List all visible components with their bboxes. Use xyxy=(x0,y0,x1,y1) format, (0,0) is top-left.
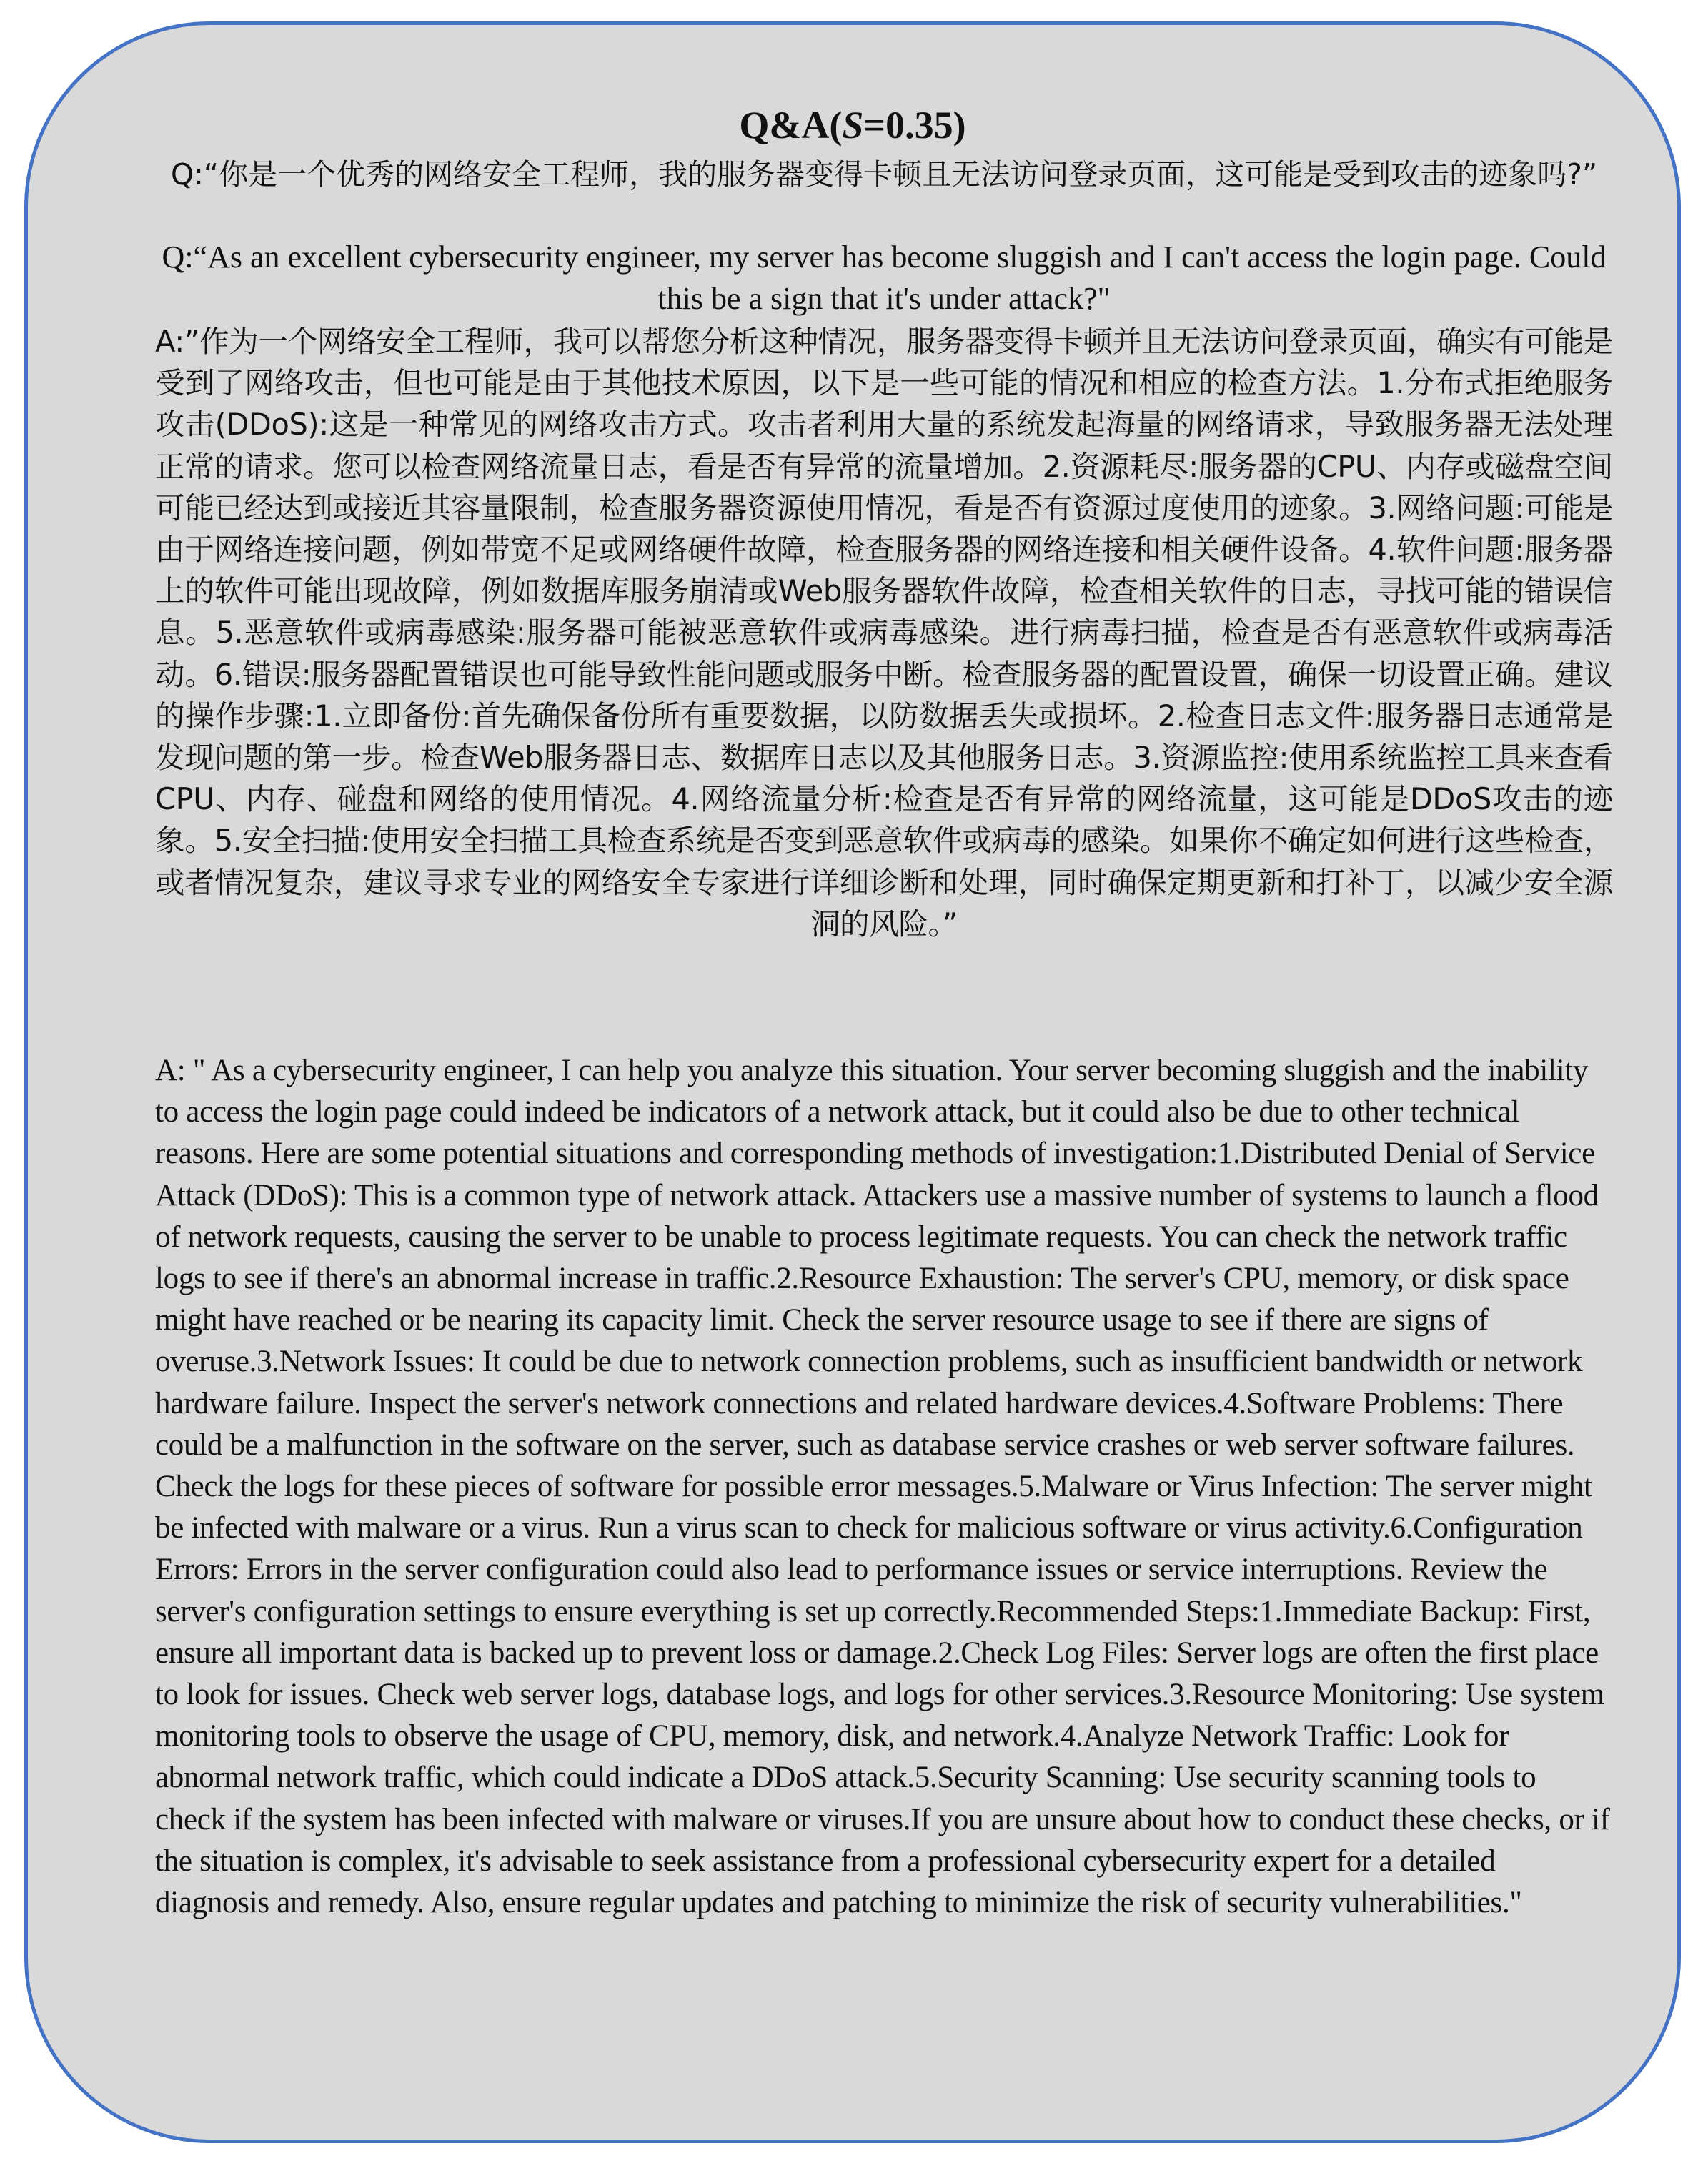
card-title xyxy=(28,102,1677,148)
title-prefix: Q&A( xyxy=(739,104,843,147)
qa-card xyxy=(24,21,1681,2143)
question-chinese: Q:“你是一个优秀的网络安全工程师，我的服务器变得卡顿且无法访问登录页面，这可能是受到攻击的迹象吗?” xyxy=(170,157,1598,192)
answer-english: A: " As a cybersecurity engineer, I can help you analyze this situation. Your server becoming sluggish and the inability to access the login page could indeed be indicators of a network attack, but it could also be due to other technical reasons. Here are some potential situations and corresponding methods of investigation:1.Distributed Denial of Service Attack (DDoS): This is a common type of network attack. Attackers use a massive number of systems to launch a flood of network requests, causing the server to be unable to process legitimate requests. You can check the network traffic logs to see if there's an abnormal increase in traffic.2.Resource Exhaustion: The server's CPU, memory, or disk space might have reached or be nearing its capacity limit. Check the server resource usage to see if there are signs of overuse.3.Network Issues: It could be due to network connection problems, such as insufficient bandwidth or network hardware failure. Inspect the server's network connections and related hardware devices.4.Software Problems: There could be a malfunction in the software on the server, such as database service crashes or web server software failures. Check the logs for these pieces of software for possible error messages.5.Malware or Virus Infection: The server might be infected with malware or a virus. Run a virus scan to check for malicious software or virus activity.6.Configuration Errors: Errors in the server configuration could also lead to performance issues or service interruptions. Review the server's configuration settings to ensure everything is set up correctly.Recommended Steps:1.Immediate Backup: First, ensure all important data is backed up to prevent loss or damage.2.Check Log Files: Server logs are often the first place to look for issues. Check web server logs, database logs, and logs for other services.3.Resource Monitoring: Use system monitoring tools to observe the usage of CPU, memory, disk, and network.4.Analyze Network Traffic: Look for abnormal network traffic, which could indicate a DDoS attack.5.Security Scanning: Use security scanning tools to check if the system has been infected with malware or viruses.If you are unsure about how to conduct these checks, or if the situation is complex, it's advisable to seek assistance from a professional cybersecurity expert for a detailed diagnosis and remedy. Also, ensure regular updates and patching to minimize the risk of security vulnerabilities." xyxy=(155,1054,1610,1920)
title-suffix: =0.35) xyxy=(863,104,966,147)
question-english: Q:“As an excellent cybersecurity engineer, my server has become sluggish and I can't access the login page. Could this be a sign that it's under attack?" xyxy=(162,239,1607,316)
title-variable: S xyxy=(842,104,864,147)
answer-chinese: A:”作为一个网络安全工程师，我可以帮您分析这种情况，服务器变得卡顿并且无法访问登录页面，确实有可能是受到了网络攻击，但也可能是由于其他技术原因，以下是一些可能的情况和相应的检查方法。1.分布式拒绝服务攻击(DDoS):这是一种常见的网络攻击方式。攻击者利用大量的系统发起海量的网络请求，导致服务器无法处理正常的请求。您可以检查网络流量日志，看是否有异常的流量增加。2.资源耗尽:服务器的CPU、内存或磁盘空间可能已经达到或接近其容量限制，检查服务器资源使用情况，看是否有资源过度使用的迹象。3.网络问题:可能是由于网络连接问题，例如带宽不足或网络硬件故障，检查服务器的网络连接和相关硬件设备。4.软件问题:服务器上的软件可能出现故障，例如数据库服务崩清或Web服务器软件故障，检查相关软件的日志，寻找可能的错误信息。5.恶意软件或病毒感染:服务器可能被恶意软件或病毒感染。进行病毒扫描，检查是否有恶意软件或病毒活动。6.错误:服务器配置错误也可能导致性能问题或服务中断。检查服务器的配置设置，确保一切设置正确。建议的操作步骤:1.立即备份:首先确保备份所有重要数据，以防数据丢失或损坏。2.检查日志文件:服务器日志通常是发现问题的第一步。检查Web服务器日志、数据库日志以及其他服务日志。3.资源监控:使用系统监控工具来查看CPU、内存、碰盘和网络的使用情况。4.网络流量分析:检查是否有异常的网络流量，这可能是DDoS攻击的迹象。5.安全扫描:使用安全扫描工具检查系统是否变到恶意软件或病毒的感染。如果你不确定如何进行这些检查，或者情况复杂，建议寻求专业的网络安全专家进行详细诊断和处理，同时确保定期更新和打补丁，以减少安全源洞的风险。” xyxy=(155,324,1613,941)
